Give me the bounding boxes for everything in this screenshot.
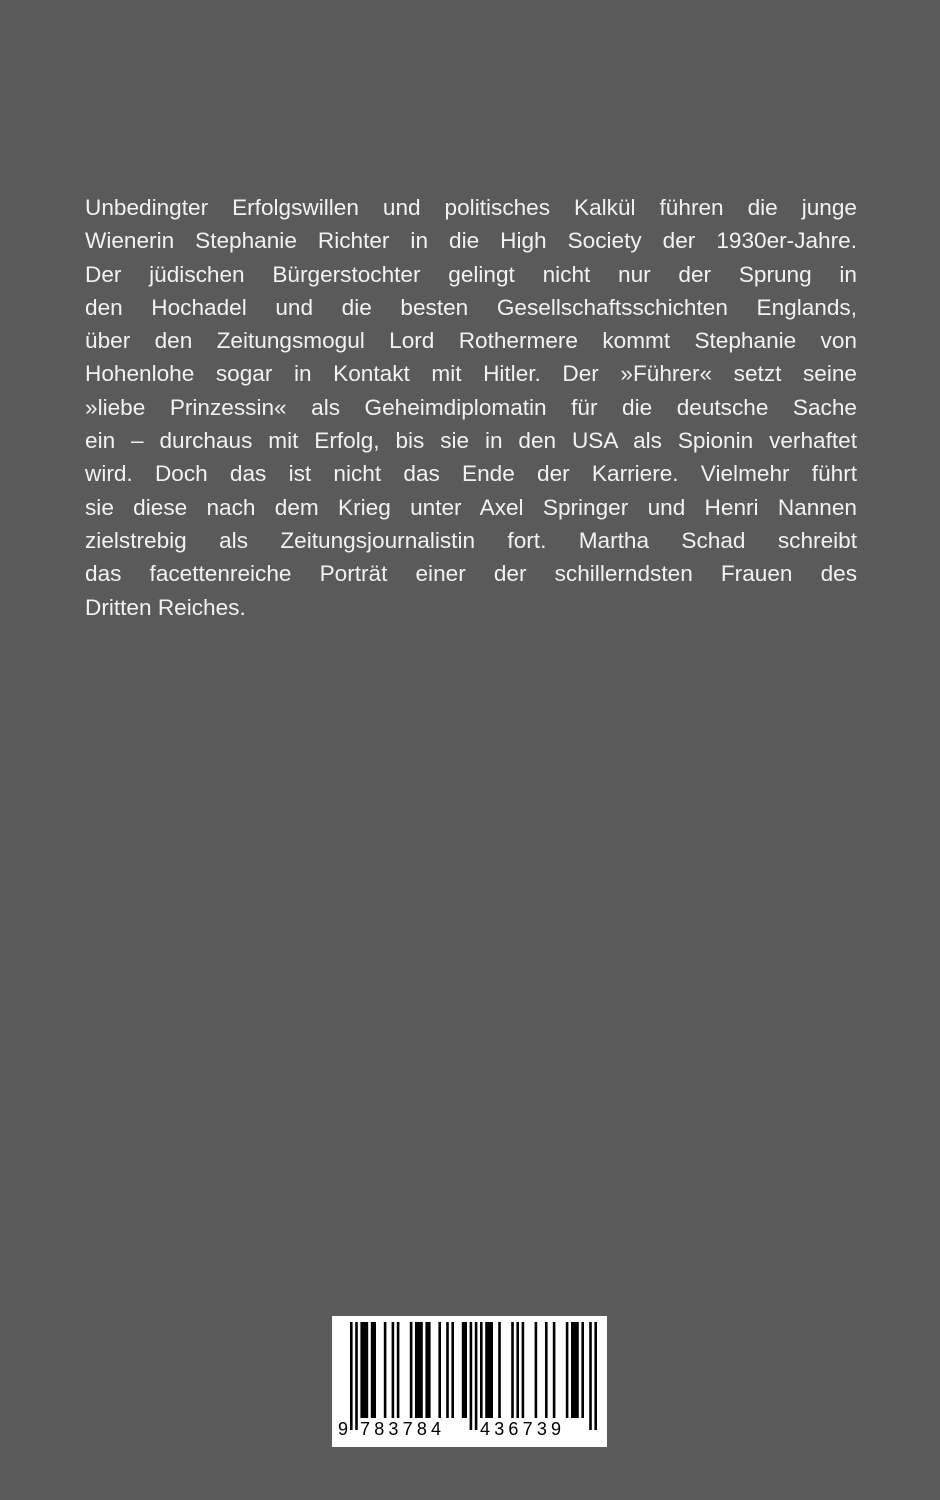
blurb-line: Wienerin Stephanie Richter in die High Society der 1930er-Jahre. xyxy=(85,228,857,254)
barcode-bar xyxy=(581,1322,584,1418)
barcode-digits xyxy=(338,1419,603,1441)
barcode-bar xyxy=(360,1322,368,1418)
blurb-text xyxy=(85,191,857,624)
barcode-bar xyxy=(438,1322,441,1418)
blurb-line: das facettenreiche Porträt einer der schillerndsten Frauen des xyxy=(85,561,857,587)
barcode-bar xyxy=(397,1322,400,1418)
barcode-guard-bar xyxy=(350,1322,353,1430)
barcode-bar xyxy=(392,1322,395,1418)
barcode-guard-bar xyxy=(594,1322,597,1430)
barcode-guard-bar xyxy=(589,1322,592,1430)
barcode-bar xyxy=(511,1322,514,1418)
barcode-bar xyxy=(566,1322,569,1418)
barcode-first-digit: 9 xyxy=(338,1419,349,1439)
barcode-bar xyxy=(410,1322,413,1418)
blurb-line: den Hochadel und die besten Gesellschaftsschichten Englands, xyxy=(85,294,857,320)
barcode-left-group: 783784 xyxy=(360,1419,446,1439)
blurb-line: Dritten Reiches. xyxy=(85,594,246,620)
barcode-bar xyxy=(535,1322,538,1418)
barcode-guard-bar xyxy=(355,1322,358,1430)
barcode-bar xyxy=(451,1322,454,1418)
barcode-bar xyxy=(462,1322,467,1418)
blurb-line: ein – durchaus mit Erfolg, bis sie in den USA als Spionin verhaftet xyxy=(85,428,857,454)
barcode-bar xyxy=(425,1322,430,1418)
blurb-line: sie diese nach dem Krieg unter Axel Springer und Henri Nannen xyxy=(85,494,857,520)
barcode-bar xyxy=(545,1322,548,1418)
barcode-guard-bar xyxy=(470,1322,473,1430)
barcode-bar xyxy=(384,1322,387,1418)
barcode-bar xyxy=(485,1322,493,1418)
barcode-bar xyxy=(480,1322,483,1418)
barcode-guard-bar xyxy=(475,1322,478,1430)
blurb-line: Hohenlohe sogar in Kontakt mit Hitler. Der »Führer« setzt seine xyxy=(85,361,857,387)
barcode-bar xyxy=(516,1322,519,1418)
blurb-line: Unbedingter Erfolgswillen und politisches Kalkül führen die junge xyxy=(85,195,857,220)
isbn-barcode xyxy=(332,1316,607,1447)
barcode-bar xyxy=(498,1322,501,1418)
barcode-bar xyxy=(446,1322,449,1418)
blurb-line: wird. Doch das ist nicht das Ende der Karriere. Vielmehr führt xyxy=(85,461,857,487)
blurb-line: über den Zeitungsmogul Lord Rothermere kommt Stephanie von xyxy=(85,328,857,354)
barcode-bar xyxy=(553,1322,556,1418)
blurb-line: zielstrebig als Zeitungsjournalistin fort. Martha Schad schreibt xyxy=(85,527,857,553)
barcode-right-group: 436739 xyxy=(480,1419,566,1439)
barcode-bar xyxy=(415,1322,423,1418)
barcode-bar xyxy=(571,1322,579,1418)
barcode-bar xyxy=(371,1322,376,1418)
barcode-bar xyxy=(522,1322,525,1418)
blurb-line: Der jüdischen Bürgerstochter gelingt nicht nur der Sprung in xyxy=(85,261,857,287)
blurb-line: »liebe Prinzessin« als Geheimdiplomatin für die deutsche Sache xyxy=(85,394,857,420)
